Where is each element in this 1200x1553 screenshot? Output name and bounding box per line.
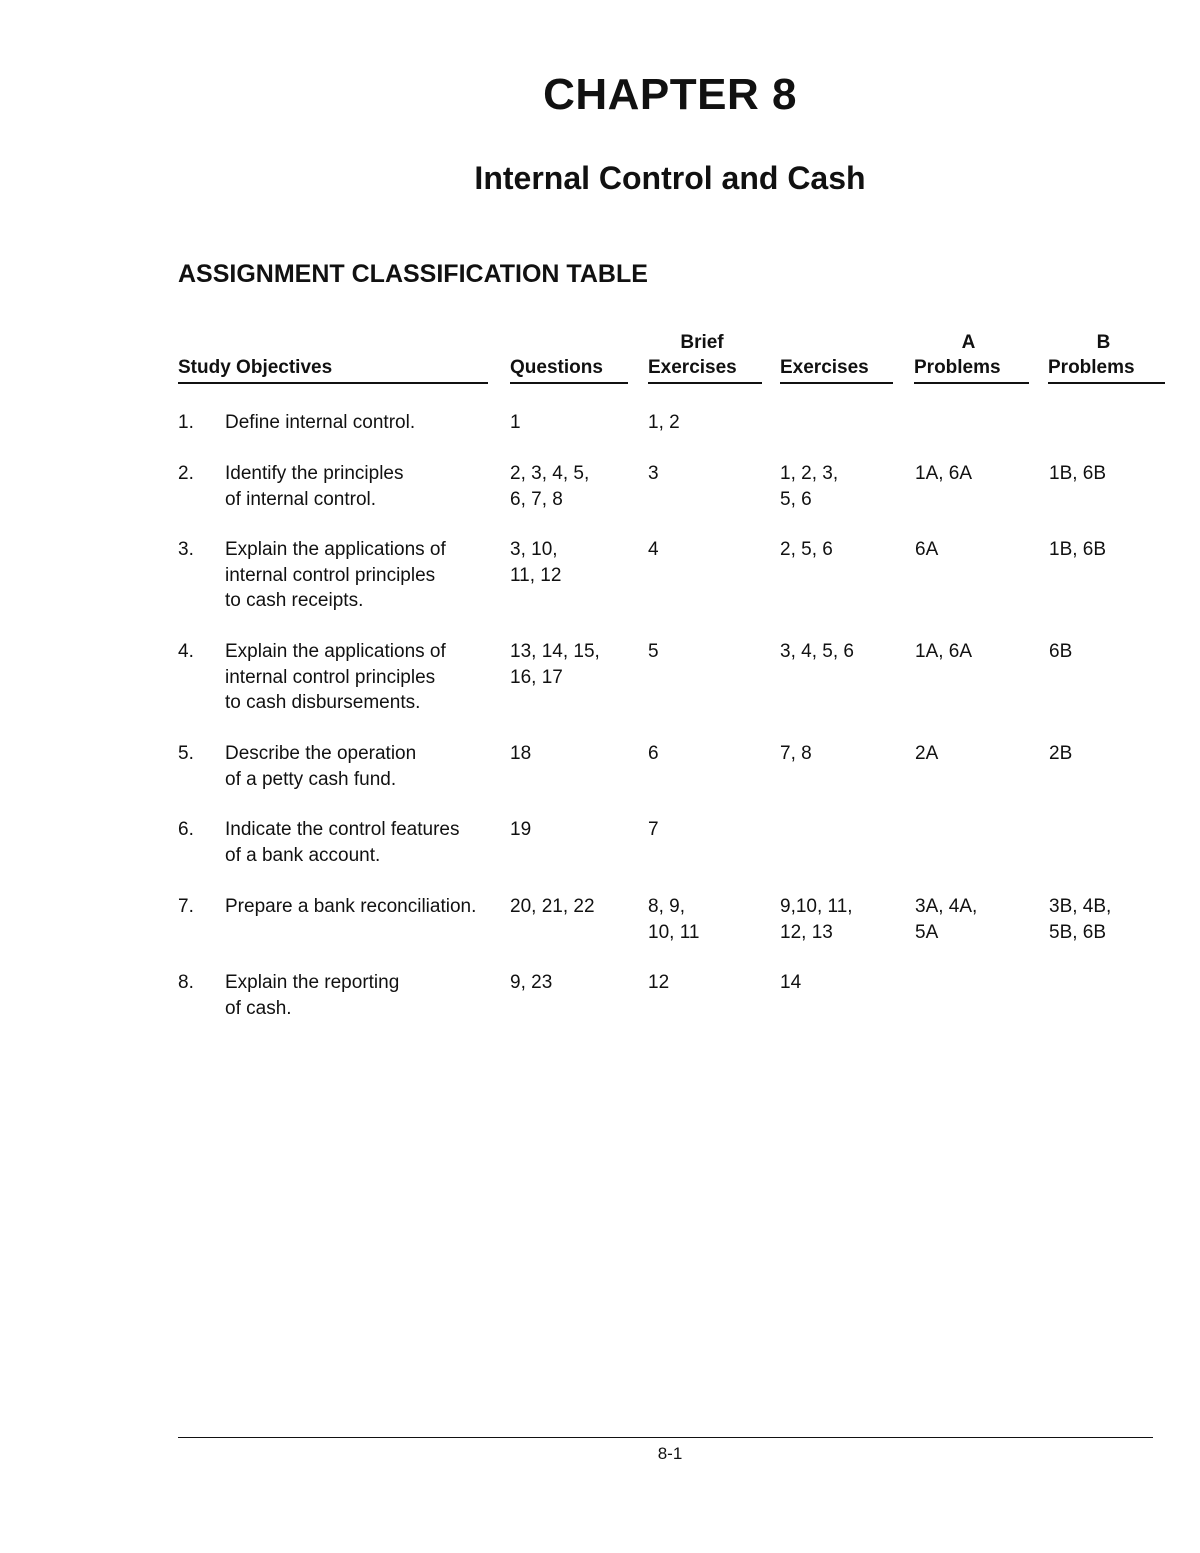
cell-line: 5B, 6B <box>1049 921 1107 943</box>
column-header-study-objectives: Study Objectives <box>178 330 488 384</box>
objective-number: 5. <box>178 743 194 764</box>
cell-line: 7 <box>648 819 659 840</box>
a-problems-cell <box>915 894 977 945</box>
cell-line: 1B, 6B <box>1049 539 1107 560</box>
section-heading: ASSIGNMENT CLASSIFICATION TABLE <box>178 260 648 288</box>
exercises-cell <box>780 461 838 512</box>
cell-line: 14 <box>780 972 802 993</box>
cell-line: 7, 8 <box>780 743 812 764</box>
b-problems-cell <box>1049 461 1106 487</box>
brief-exercises-cell <box>648 817 659 843</box>
column-header-exercises: Exercises <box>780 330 893 384</box>
b-problems-cell <box>1049 741 1072 767</box>
study-objective-text <box>225 741 416 792</box>
column-header-a-problems: A Problems <box>914 330 1029 384</box>
cell-line: 1A, 6A <box>915 463 973 484</box>
cell-line: 3, 4, 5, 6 <box>780 641 854 662</box>
cell-line: 1B, 6B <box>1049 463 1107 484</box>
brief-exercises-cell <box>648 894 699 945</box>
b-problems-cell <box>1049 639 1072 665</box>
cell-line: 4 <box>648 539 659 560</box>
cell-line: Describe the operation <box>225 743 417 764</box>
questions-cell <box>510 537 561 588</box>
cell-line: 6 <box>648 743 659 764</box>
questions-cell <box>510 639 600 690</box>
cell-line: 2B <box>1049 743 1073 764</box>
cell-line: of a bank account. <box>225 844 381 866</box>
a-problems-cell <box>915 639 972 665</box>
cell-line: 1 <box>510 412 521 433</box>
brief-exercises-cell <box>648 970 669 996</box>
cell-line: to cash receipts. <box>225 590 364 611</box>
cell-line: 16, 17 <box>510 666 563 688</box>
questions-cell <box>510 894 595 920</box>
page-number: 8-1 <box>657 1444 683 1463</box>
cell-line: 8, 9, <box>648 896 685 917</box>
brief-exercises-cell <box>648 410 680 436</box>
cell-line: 9, 23 <box>510 972 553 993</box>
objective-number: 3. <box>178 539 194 560</box>
study-objective-text <box>225 639 446 716</box>
cell-line: Explain the reporting <box>225 972 400 993</box>
cell-line: Indicate the control features <box>225 819 460 840</box>
objective-number: 4. <box>178 641 194 662</box>
brief-exercises-cell <box>648 537 659 563</box>
questions-cell <box>510 410 521 436</box>
cell-line: 2A <box>915 743 939 764</box>
questions-cell <box>510 741 531 767</box>
chapter-title: CHAPTER 8 <box>543 70 797 119</box>
brief-exercises-cell <box>648 741 659 767</box>
cell-line: 1, 2 <box>648 412 680 433</box>
cell-line: 18 <box>510 743 532 764</box>
table-header <box>0 330 1200 390</box>
study-objective-text <box>225 537 446 614</box>
a-problems-cell <box>915 741 938 767</box>
cell-line: 19 <box>510 819 532 840</box>
cell-line: 6, 7, 8 <box>510 488 563 510</box>
a-problems-cell <box>915 537 938 563</box>
cell-line: 9,10, 11, <box>780 896 853 917</box>
footer-divider <box>178 1437 1153 1438</box>
cell-line: Prepare a bank reconciliation. <box>225 896 477 917</box>
objective-number: 7. <box>178 896 194 917</box>
cell-line: Identify the principles <box>225 463 404 484</box>
column-header-brief-exercises: Brief Exercises <box>648 330 762 384</box>
questions-cell <box>510 461 589 512</box>
objective-number: 2. <box>178 463 194 484</box>
cell-line: of internal control. <box>225 488 377 510</box>
study-objective-text <box>225 817 459 868</box>
cell-line: 12, 13 <box>780 921 833 943</box>
cell-line: 2, 5, 6 <box>780 539 833 560</box>
b-problems-cell <box>1049 894 1111 945</box>
cell-line: 5, 6 <box>780 488 812 510</box>
cell-line: Explain the applications of <box>225 539 446 560</box>
cell-line: 6B <box>1049 641 1073 662</box>
objective-number: 6. <box>178 819 194 840</box>
cell-line: 12 <box>648 972 670 993</box>
study-objective-text <box>225 894 476 920</box>
cell-line: 11, 12 <box>510 564 562 586</box>
study-objective-text <box>225 970 399 1021</box>
cell-line: 1A, 6A <box>915 641 973 662</box>
b-problems-cell <box>1049 537 1106 563</box>
cell-line: of cash. <box>225 997 292 1019</box>
cell-line: Define internal control. <box>225 412 416 433</box>
brief-exercises-cell <box>648 639 659 665</box>
objective-number: 8. <box>178 972 194 993</box>
cell-line: 3A, 4A, <box>915 896 978 917</box>
cell-line: 3B, 4B, <box>1049 896 1112 917</box>
cell-line: 13, 14, 15, <box>510 641 600 662</box>
cell-line: 10, 11 <box>648 921 700 943</box>
questions-cell <box>510 817 531 843</box>
cell-line: 3, 10, <box>510 539 558 560</box>
study-objective-text <box>225 410 415 436</box>
cell-line: of a petty cash fund. <box>225 768 397 790</box>
questions-cell <box>510 970 552 996</box>
exercises-cell <box>780 537 833 563</box>
column-header-questions: Questions <box>510 330 628 384</box>
cell-line: internal control principles <box>225 564 436 586</box>
a-problems-cell <box>915 461 972 487</box>
study-objective-text <box>225 461 404 512</box>
chapter-subtitle: Internal Control and Cash <box>474 160 866 196</box>
cell-line: internal control principles <box>225 666 436 688</box>
cell-line: 2, 3, 4, 5, <box>510 463 590 484</box>
column-header-b-problems: B Problems <box>1048 330 1165 384</box>
cell-line: 3 <box>648 463 659 484</box>
exercises-cell <box>780 741 812 767</box>
cell-line: 5 <box>648 641 659 662</box>
cell-line: 20, 21, 22 <box>510 896 595 917</box>
cell-line: 1, 2, 3, <box>780 463 839 484</box>
cell-line: Explain the applications of <box>225 641 446 662</box>
cell-line: to cash disbursements. <box>225 692 421 713</box>
cell-line: 6A <box>915 539 939 560</box>
exercises-cell <box>780 894 853 945</box>
cell-line: 5A <box>915 921 939 943</box>
exercises-cell <box>780 639 854 665</box>
exercises-cell <box>780 970 801 996</box>
brief-exercises-cell <box>648 461 659 487</box>
objective-number: 1. <box>178 412 194 433</box>
